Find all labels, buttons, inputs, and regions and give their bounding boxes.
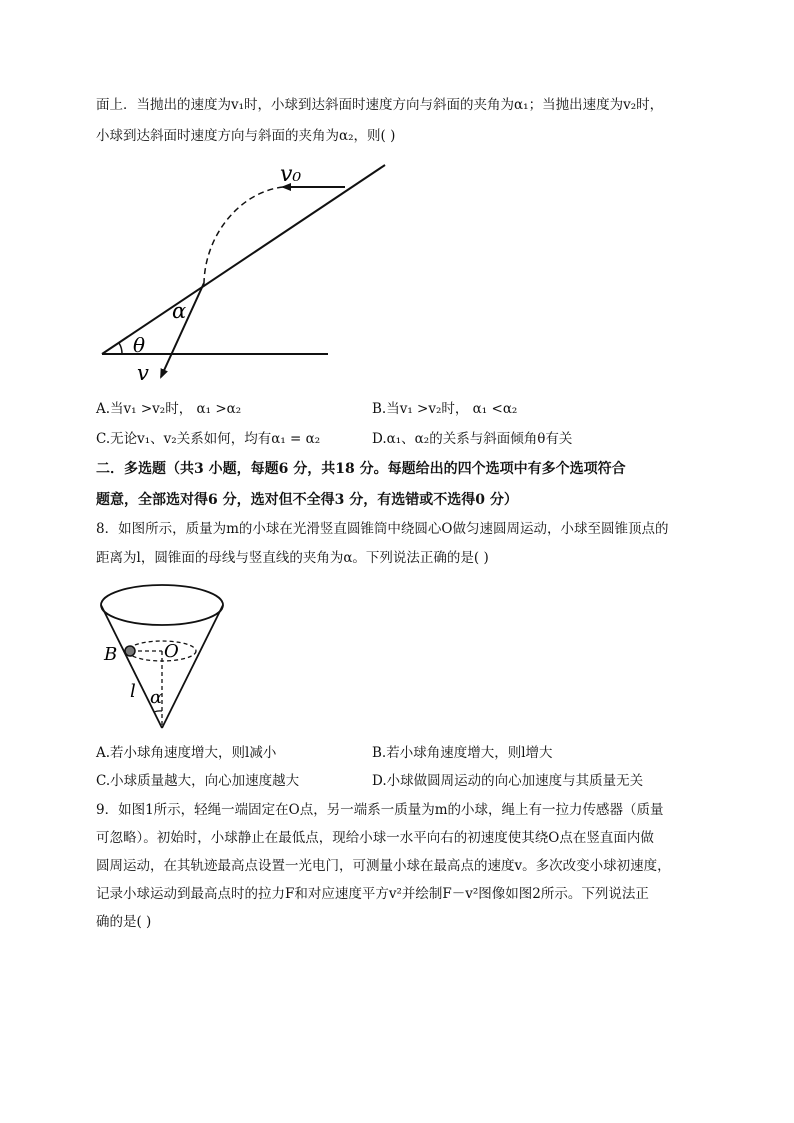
ball-b (125, 646, 135, 656)
q8-stem-line-1: 8．如图所示，质量为m的小球在光滑竖直圆锥筒中绕圆心O做匀速圆周运动，小球至圆锥顶点的 (96, 521, 669, 537)
q7-option-a[interactable]: A.当v₁ >v₂时， α₁ >α₂ (96, 401, 242, 417)
label-o: O (164, 641, 179, 662)
cone-top-rim (101, 585, 223, 625)
q8-option-c[interactable]: C.小球质量越大，向心加速度越大 (96, 773, 300, 789)
q7-stem-line-1: 面上．当抛出的速度为v₁时，小球到达斜面时速度方向与斜面的夹角为α₁；当抛出速度为v₂时， (96, 97, 664, 113)
label-theta: θ (133, 333, 146, 357)
q7-stem-line-2: 小球到达斜面时速度方向与斜面的夹角为α₂，则( ) (96, 128, 396, 144)
q7-option-c[interactable]: C.无论v₁、v₂关系如何，均有α₁ = α₂ (96, 431, 321, 447)
section-heading-line-2: 题意，全部选对得6 分，选对但不全得3 分，有选错或不选得0 分） (96, 492, 518, 508)
cone-right-edge (162, 605, 223, 728)
cone-left-edge (101, 605, 162, 728)
label-alpha: α (172, 299, 187, 323)
label-alpha-cone: α (150, 687, 163, 708)
q8-option-b[interactable]: B.若小球角速度增大，则l增大 (372, 745, 553, 761)
q8-stem-line-2: 距离为l，圆锥面的母线与竖直线的夹角为α。下列说法正确的是( ) (96, 550, 489, 566)
alpha-arc (154, 711, 162, 712)
q7-option-b[interactable]: B.当v₁ >v₂时， α₁ <α₂ (372, 401, 518, 417)
label-v0: v₀ (280, 162, 302, 187)
q7-option-d[interactable]: D.α₁、α₂的关系与斜面倾角θ有关 (372, 431, 573, 447)
q9-stem-line-3: 圆周运动，在其轨迹最高点设置一光电门，可测量小球在最高点的速度v。多次改变小球初速度， (96, 858, 671, 874)
section-heading-line-1: 二．多选题（共3 小题，每题6 分，共18 分。每题给出的四个选项中有多个选项符合 (96, 461, 626, 477)
label-b: B (104, 644, 118, 665)
label-l: l (130, 681, 136, 702)
label-v: v (137, 361, 149, 385)
q8-option-a[interactable]: A.若小球角速度增大，则l减小 (96, 745, 277, 761)
q9-stem-line-1: 9．如图1所示，轻绳一端固定在O点，另一端系一质量为m的小球，绳上有一拉力传感器（质量 (96, 802, 664, 818)
q9-stem-line-4: 记录小球运动到最高点时的拉力F和对应速度平方v²并绘制F－v²图像如图2所示。下列说法正 (96, 886, 649, 902)
q9-stem-line-5: 确的是( ) (96, 914, 152, 930)
q9-stem-line-2: 可忽略）。初始时，小球静止在最低点，现给小球一水平向右的初速度使其绕O点在竖直面内做 (96, 830, 654, 846)
q8-option-d[interactable]: D.小球做圆周运动的向心加速度与其质量无关 (372, 773, 644, 789)
